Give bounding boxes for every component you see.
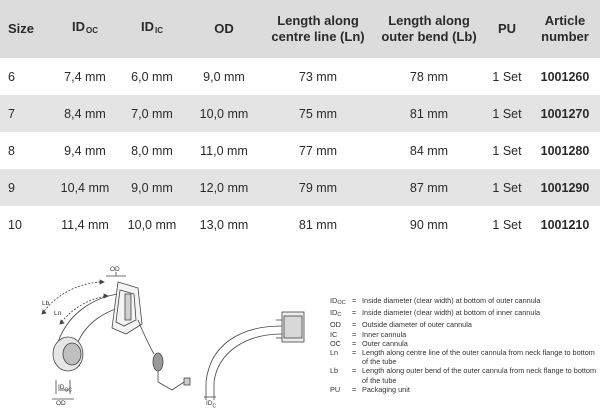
header-id-ic: $ID_{IC}$ [118,0,186,58]
cell-article-number: 1001270 [530,95,600,132]
cell-id-ic: 10,0 mm [118,206,186,243]
cell-pu: 1 Set [484,206,530,243]
inner-cannula-drawing [204,312,304,400]
cell-pu: 1 Set [484,132,530,169]
header-pu: PU [484,0,530,58]
cell-ln: 73 mm [262,58,374,95]
legend-item: PU = Packaging unit [330,384,410,394]
legend-item: $ID_C$ = Inside diameter (clear width) at bottom of inner cannula [330,308,541,319]
cell-od: 13,0 mm [186,206,262,243]
header-od: OD [186,0,262,58]
diagram-label-lb: Lb [42,300,50,307]
cell-od: 11,0 mm [186,132,262,169]
cell-article-number: 1001290 [530,169,600,206]
cell-od: 10,0 mm [186,95,262,132]
cell-ln: 75 mm [262,95,374,132]
cell-pu: 1 Set [484,95,530,132]
legend-item: OC = Outer cannula [330,338,408,348]
header-size: Size [0,0,52,58]
cell-id-ic: 8,0 mm [118,132,186,169]
cell-ln: 79 mm [262,169,374,206]
diagram-label-od-top: OD [110,266,120,273]
header-length-centre-line: Length along centre line (Ln) [262,0,374,58]
cell-article-number: 1001280 [530,132,600,169]
diagram-label-ln: Ln [54,310,62,317]
cell-size: 7 [0,95,52,132]
cell-id-oc: 11,4 mm [52,206,118,243]
table-header-row [0,0,600,58]
cell-ln: 81 mm [262,206,374,243]
cell-ln: 77 mm [262,132,374,169]
cell-id-oc: 8,4 mm [52,95,118,132]
cell-od: 9,0 mm [186,58,262,95]
cell-pu: 1 Set [484,169,530,206]
diagram-label-id-oc: $ID_{OC}$ [58,384,72,394]
legend-item: OD = Outside diameter of outer cannula [330,320,472,330]
legend-item: Ln = Length along centre line of the outer cannula from neck flange to bottom of the tube [330,348,595,367]
cell-id-ic: 6,0 mm [118,58,186,95]
cell-id-oc: 10,4 mm [52,169,118,206]
cell-size: 6 [0,58,52,95]
legend-item: IC = Inner cannula [330,329,407,339]
abbreviation-legend [330,296,598,394]
cell-id-oc: 9,4 mm [52,132,118,169]
table-row [0,95,600,132]
cell-lb: 87 mm [374,169,484,206]
cell-size: 8 [0,132,52,169]
cell-lb: 84 mm [374,132,484,169]
cell-article-number: 1001260 [530,58,600,95]
cell-id-ic: 7,0 mm [118,95,186,132]
cell-lb: 81 mm [374,95,484,132]
cell-lb: 90 mm [374,206,484,243]
cannula-diagram [0,242,330,405]
cell-id-oc: 7,4 mm [52,58,118,95]
cell-lb: 78 mm [374,58,484,95]
legend-item: $ID_{OC}$ = Inside diameter (clear width) at bottom of outer cannula [330,296,541,306]
table-row [0,206,600,243]
cell-od: 12,0 mm [186,169,262,206]
header-article-number: Article number [530,0,600,58]
diagram-label-od-bottom: OD [56,400,66,407]
diagram-label-id-c: $ID_C$ [206,400,217,409]
header-id-oc: $ID_{OC}$ [52,0,118,58]
cell-article-number: 1001210 [530,206,600,243]
cannula-assembly-drawing [42,272,190,399]
cell-size: 10 [0,206,52,243]
table-row [0,132,600,169]
legend-item: Lb = Length along outer bend of the outer cannula from neck flange to bottom of the tube [330,366,597,385]
cell-pu: 1 Set [484,58,530,95]
table-row [0,169,600,206]
cell-size: 9 [0,169,52,206]
header-length-outer-bend: Length along outer bend (Lb) [374,0,484,58]
cell-id-ic: 9,0 mm [118,169,186,206]
table-row [0,58,600,95]
